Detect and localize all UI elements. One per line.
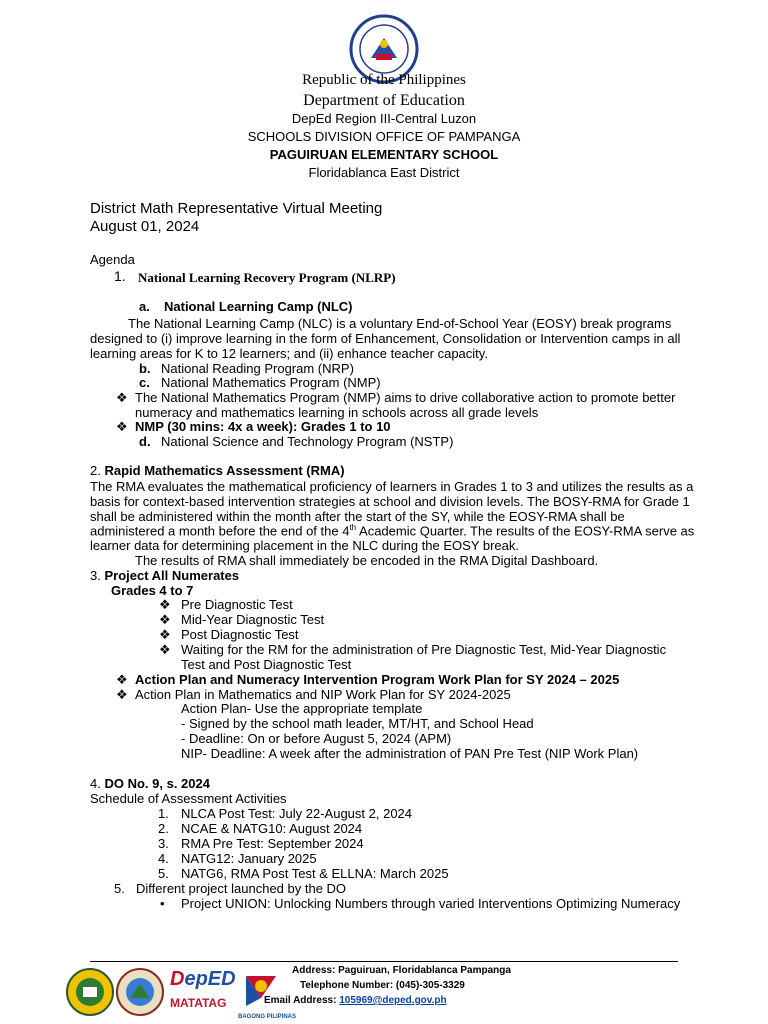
nrp-text: National Reading Program (NRP) xyxy=(161,361,354,376)
bagong-pilipinas-text: BAGONG PILIPINAS xyxy=(238,1014,297,1020)
schedule-num-5: 5. xyxy=(158,866,169,881)
action-plan-line-1: Action Plan- Use the appropriate template xyxy=(181,701,423,716)
header-school: PAGUIRUAN ELEMENTARY SCHOOL xyxy=(269,147,499,162)
deped-logo: DepED xyxy=(170,968,236,990)
rma-text-1: The RMA evaluates the mathematical proficiency of learners in Grades 1 to 3 and utilizes the results as a xyxy=(90,479,694,494)
bullet-icon: • xyxy=(160,896,165,911)
rma-text-3: shall be administered within the month after the start of the SY, while the EOSY-RMA shall be xyxy=(90,509,625,524)
diamond-bullet-icon: ❖ xyxy=(116,672,128,687)
diamond-bullet-icon: ❖ xyxy=(116,419,128,434)
pan-item-1: Pre Diagnostic Test xyxy=(181,597,293,612)
nlc-text-2: designed to (i) improve learning in the form of Enhancement, Consolidation or Intervention camps in all xyxy=(90,331,681,346)
action-plan-item: Action Plan in Mathematics and NIP Work Plan for SY 2024-2025 xyxy=(135,687,511,702)
c-number: c. xyxy=(139,375,150,390)
schedule-item-1: NLCA Post Test: July 22-August 2, 2024 xyxy=(181,806,413,821)
diamond-bullet-icon: ❖ xyxy=(116,687,128,702)
item4-heading: 4. DO No. 9, s. 2024 xyxy=(90,776,210,791)
pan-item-2: Mid-Year Diagnostic Test xyxy=(181,612,325,627)
rma-text-4: administered a month before the end of the 4th Academic Quarter. The results of the EOSY-RMA serve as xyxy=(90,523,695,539)
item1-number: 1. xyxy=(114,268,126,284)
nlc-title: National Learning Camp (NLC) xyxy=(164,299,353,314)
item5-number: 5. xyxy=(114,881,125,896)
rma-text-2: basis for context-based intervention strategies at school and division levels. The BOSY-RMA for Grade 1 xyxy=(90,494,690,509)
schedule-num-4: 4. xyxy=(158,851,169,866)
nmp-text: National Mathematics Program (NMP) xyxy=(161,375,381,390)
d-number: d. xyxy=(139,434,151,449)
meeting-title: District Math Representative Virtual Meeting xyxy=(90,200,383,217)
schedule-item-5: NATG6, RMA Post Test & ELLNA: March 2025 xyxy=(181,866,449,881)
nlc-text-1: The National Learning Camp (NLC) is a voluntary End-of-School Year (EOSY) break programs xyxy=(128,316,672,331)
header-division: SCHOOLS DIVISION OFFICE OF PAMPANGA xyxy=(247,129,521,144)
schedule-num-1: 1. xyxy=(158,806,169,821)
nlc-text-3: learning areas for K to 12 learners; and (ii) enhance teacher capacity. xyxy=(90,346,488,361)
footer-phone: Telephone Number: (045)-305-3329 xyxy=(300,980,465,991)
diamond-bullet-icon: ❖ xyxy=(159,597,171,612)
header-republic: Republic of the Philippines xyxy=(302,72,466,88)
schedule-num-2: 2. xyxy=(158,821,169,836)
item2-heading: 2. Rapid Mathematics Assessment (RMA) xyxy=(90,463,345,478)
action-plan-line-2: - Signed by the school math leader, MT/HT, and School Head xyxy=(181,716,534,731)
pan-item-4a: Waiting for the RM for the administration of Pre Diagnostic Test, Mid-Year Diagnostic xyxy=(181,642,667,657)
bagong-pilipinas-logo xyxy=(236,968,286,1014)
rma-text-6: The results of RMA shall immediately be encoded in the RMA Digital Dashboard. xyxy=(135,553,599,568)
action-plan-heading: Action Plan and Numeracy Intervention Program Work Plan for SY 2024 – 2025 xyxy=(135,672,620,687)
schedule-item-3: RMA Pre Test: September 2024 xyxy=(181,836,364,851)
diamond-bullet-icon: ❖ xyxy=(116,390,128,405)
agenda-label: Agenda xyxy=(90,252,135,267)
district-seal-logo xyxy=(116,968,164,1016)
footer-email: Email Address: 105969@deped.gov.ph xyxy=(264,995,447,1006)
schedule-heading: Schedule of Assessment Activities xyxy=(90,791,287,806)
diamond-bullet-icon: ❖ xyxy=(159,612,171,627)
school-seal-logo xyxy=(66,968,114,1016)
item1-title: National Learning Recovery Program (NLRP) xyxy=(138,270,396,285)
schedule-item-2: NCAE & NATG10: August 2024 xyxy=(181,821,363,836)
matatag-logo: MATATAG xyxy=(170,996,227,1010)
diamond-bullet-icon: ❖ xyxy=(159,642,171,657)
footer-divider xyxy=(90,961,678,962)
nmp-schedule: NMP (30 mins: 4x a week): Grades 1 to 10 xyxy=(135,419,391,434)
a-number: a. xyxy=(139,299,150,314)
item3-heading: 3. Project All Numerates xyxy=(90,568,240,583)
item5-text: Different project launched by the DO xyxy=(136,881,347,896)
action-plan-line-4: NIP- Deadline: A week after the administration of PAN Pre Test (NIP Work Plan) xyxy=(181,746,639,761)
nmp-desc-1: The National Mathematics Program (NMP) aims to drive collaborative action to promote better xyxy=(135,390,676,405)
project-union: Project UNION: Unlocking Numbers through varied Interventions Optimizing Numeracy xyxy=(181,896,681,911)
meeting-date: August 01, 2024 xyxy=(90,218,200,235)
nstp-text: National Science and Technology Program (NSTP) xyxy=(161,434,454,449)
schedule-item-4: NATG12: January 2025 xyxy=(181,851,317,866)
b-number: b. xyxy=(139,361,151,376)
footer-address: Address: Paguiruan, Floridablanca Pampanga xyxy=(292,965,511,976)
nmp-desc-2: numeracy and mathematics learning in schools across all grade levels xyxy=(135,405,539,420)
header-department: Department of Education xyxy=(303,92,465,109)
schedule-num-3: 3. xyxy=(158,836,169,851)
rma-text-5: learner data for determining placement in the NLC during the EOSY break. xyxy=(90,538,519,553)
email-link[interactable]: 105969@deped.gov.ph xyxy=(339,995,447,1006)
header-district: Floridablanca East District xyxy=(308,165,460,180)
pan-item-4b: Test and Post Diagnostic Test xyxy=(181,657,352,672)
grades-label: Grades 4 to 7 xyxy=(111,583,194,598)
action-plan-line-3: - Deadline: On or before August 5, 2024 (APM) xyxy=(181,731,452,746)
header-region: DepEd Region III-Central Luzon xyxy=(291,111,477,126)
pan-item-3: Post Diagnostic Test xyxy=(181,627,299,642)
diamond-bullet-icon: ❖ xyxy=(159,627,171,642)
